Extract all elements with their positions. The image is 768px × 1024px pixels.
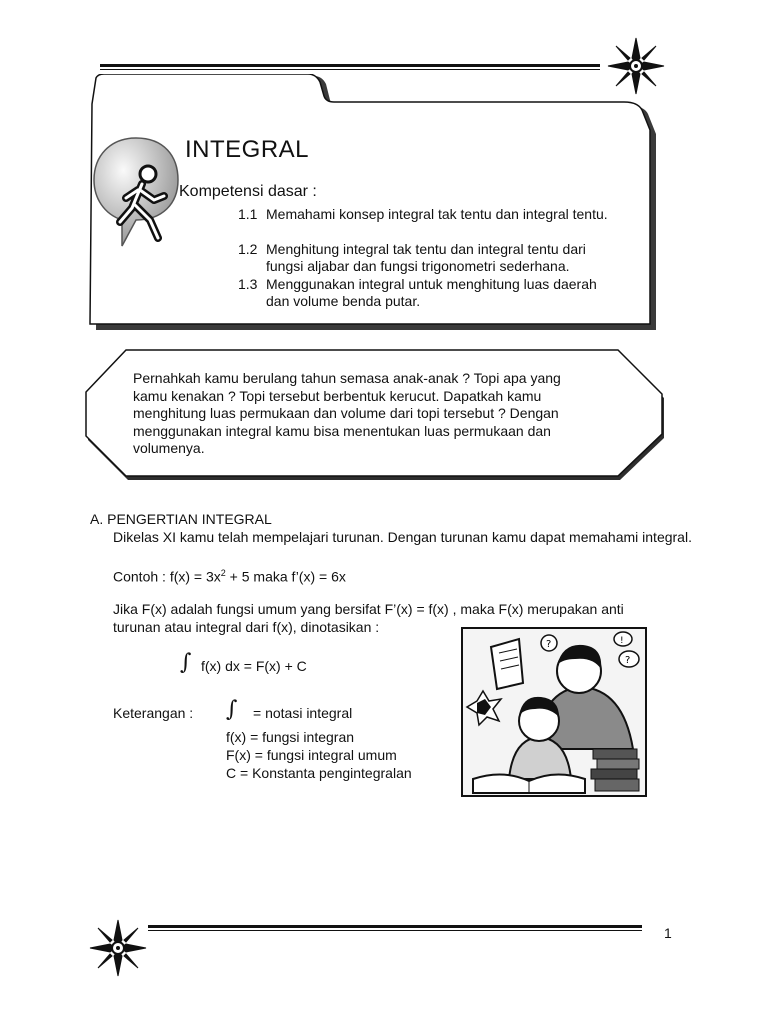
kompetensi-text: Menggunakan integral untuk menghitung luas daerah dan volume benda putar. — [266, 276, 597, 309]
keterangan-label: Keterangan : — [113, 705, 194, 721]
section-heading: A. PENGERTIAN INTEGRAL — [90, 511, 272, 527]
example-suffix: + 5 maka f’(x) = 6x — [225, 568, 346, 585]
bottom-rule-thin — [148, 930, 642, 931]
kompetensi-number: 1.1 — [238, 206, 258, 222]
integral-formula: f(x) dx = F(x) + C — [201, 658, 307, 674]
bottom-rule — [148, 925, 642, 928]
svg-text:?: ? — [625, 655, 631, 666]
kompetensi-number: 1.2 — [238, 241, 258, 257]
kompetensi-number: 1.3 — [238, 276, 258, 292]
keterangan-line: F(x) = fungsi integral umum — [226, 747, 397, 763]
section-paragraph: Dikelas XI kamu telah mempelajari turunan. Dengan turunan kamu dapat memahami integral. — [113, 529, 692, 545]
kompetensi-text: Memahami konsep integral tak tentu dan integral tentu. — [266, 206, 608, 222]
kompetensi-item — [238, 241, 623, 275]
keterangan-integral: = notasi integral — [253, 705, 353, 721]
kompetensi-text: Menghitung integral tak tentu dan integral tentu dari fungsi aljabar dan fungsi trigonometri sederhana. — [266, 241, 586, 274]
page-title: INTEGRAL — [185, 136, 310, 163]
runner-icon — [92, 134, 182, 258]
integral-symbol: ∫ — [180, 650, 192, 675]
integral-symbol: ∫ — [226, 697, 238, 722]
top-rule — [100, 64, 600, 67]
kompetensi-item — [238, 276, 623, 310]
study-illustration — [461, 627, 647, 797]
example-prefix: Contoh : f(x) = 3x — [113, 568, 221, 585]
svg-text:!: ! — [620, 636, 624, 646]
example-line — [113, 564, 346, 586]
definition-paragraph: Jika F(x) adalah fungsi umum yang bersifat F’(x) = f(x) , maka F(x) merupakan anti turunan atau integral dari f(x), dinotasikan : — [113, 601, 624, 635]
intro-paragraph: Pernahkah kamu berulang tahun semasa anak-anak ? Topi apa yang kamu kenakan ? Topi tersebut berbentuk kerucut. Dapatkah kamu menghitung luas permukaan dan volume dari topi tersebut ? Dengan menggunakan integral kamu bisa menentukan luas permukaan dan volumenya. — [133, 370, 561, 456]
page-number: 1 — [664, 925, 672, 941]
kompetensi-label: Kompetensi dasar : — [179, 183, 317, 200]
study-illustration-image — [463, 629, 645, 795]
svg-text:?: ? — [546, 639, 552, 650]
kompetensi-item — [238, 206, 623, 223]
ornament-icon — [88, 918, 148, 978]
top-rule-thin — [100, 69, 600, 70]
keterangan-line: C = Konstanta pengintegralan — [226, 765, 412, 781]
example-exponent: 2 — [220, 568, 226, 578]
keterangan-line: f(x) = fungsi integran — [226, 729, 355, 745]
